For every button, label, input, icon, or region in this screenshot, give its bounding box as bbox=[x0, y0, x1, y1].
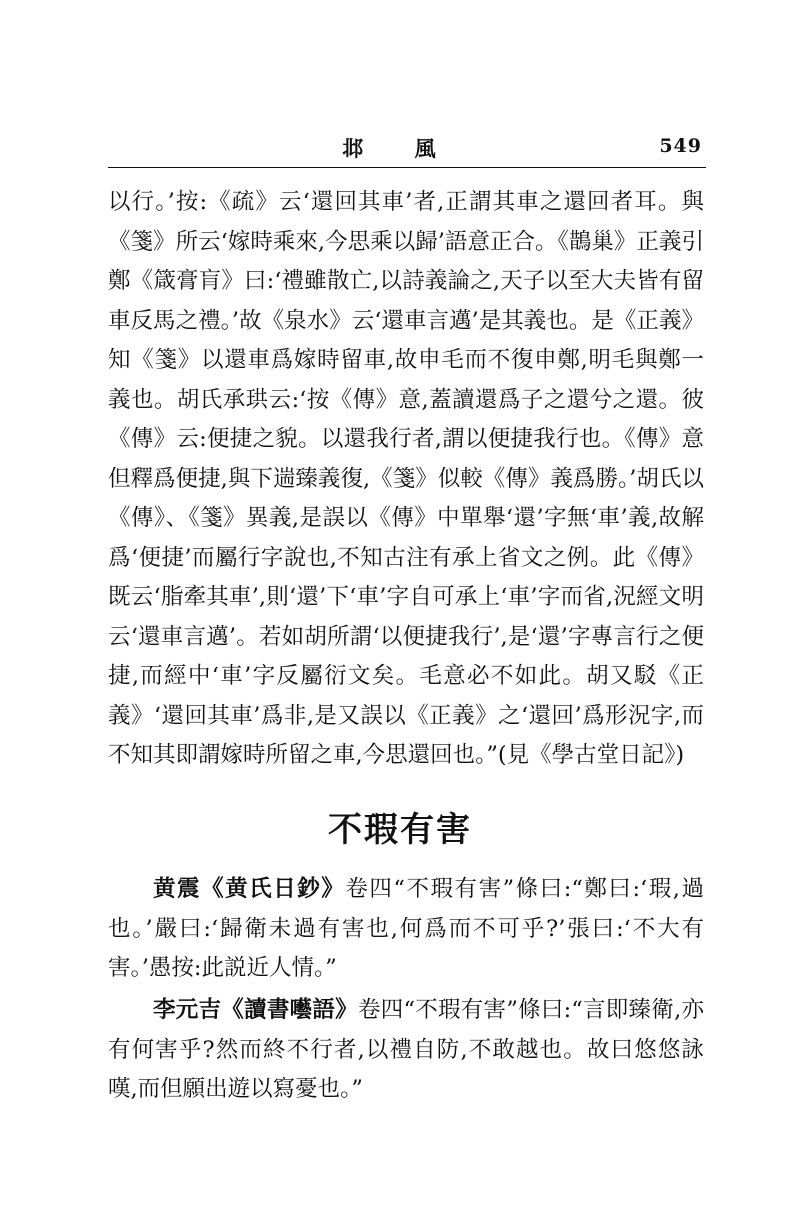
section-title: 不瑕有害 bbox=[328, 810, 472, 850]
entry-paragraph bbox=[108, 991, 704, 1110]
entry-paragraph bbox=[108, 870, 704, 989]
entry-text: 卷四“不瑕有害”條曰:“鄭曰:‘瑕,過也。’嚴曰:‘歸衛未過有害也,何爲而不可乎?’張曰:‘不大有害。’愚按:此説近人情。” bbox=[108, 876, 704, 981]
page-number: 549 bbox=[659, 135, 702, 157]
entry-source-lead: 李元吉《讀書囈語》 bbox=[153, 997, 358, 1023]
entry-text: 卷四“不瑕有害”條曰:“言即臻衛,亦有何害乎?然而終不行者,以禮自防,不敢越也。故曰悠悠詠嘆,而但願出遊以寫憂也。” bbox=[108, 997, 704, 1102]
running-header-title: 邶 風 bbox=[342, 136, 458, 161]
entry-source-lead: 黄震《黄氏日鈔》 bbox=[153, 876, 346, 902]
continued-paragraph: 以行。’按:《疏》云‘還回其車’者,正謂其車之還回者耳。與《箋》所云‘嫁時乘來,今思乘以歸’語意正合。《鵲巢》正義引鄭《箴膏肓》曰:‘禮雖散亡,以詩義論之,天子以至大夫皆有留車反馬之禮。’故《泉水》云‘還車言邁’是其義也。是《正義》知《箋》以還車爲嫁時留車,故申毛而不復申鄭,明毛與鄭一義也。胡氏承珙云:‘按《傳》意,蓋讀還爲子之還兮之還。彼《傳》云:便捷之貌。以還我行者,謂以便捷我行也。《傳》意但釋爲便捷,與下遄臻義復,《箋》似較《傳》義爲勝。’胡氏以《傳》、《箋》異義,是誤以《傳》中單舉‘還’字無‘車’義,故解爲‘便捷’而屬行字說也,不知古注有承上省文之例。此《傳》既云‘脂牽其車’,則‘還’下‘車’字自可承上‘車’字而省,況經文明云‘還車言邁’。若如胡所謂‘以便捷我行’,是‘還’字專言行之便捷,而經中‘車’字反屬衍文矣。毛意必不如此。胡又駁《正義》‘還回其車’爲非,是又誤以《正義》之‘還回’爲形況字,而不知其即謂嫁時所留之車,今思還回也。”(見《學古堂日記》) bbox=[108, 189, 704, 768]
header-rule bbox=[108, 167, 706, 168]
